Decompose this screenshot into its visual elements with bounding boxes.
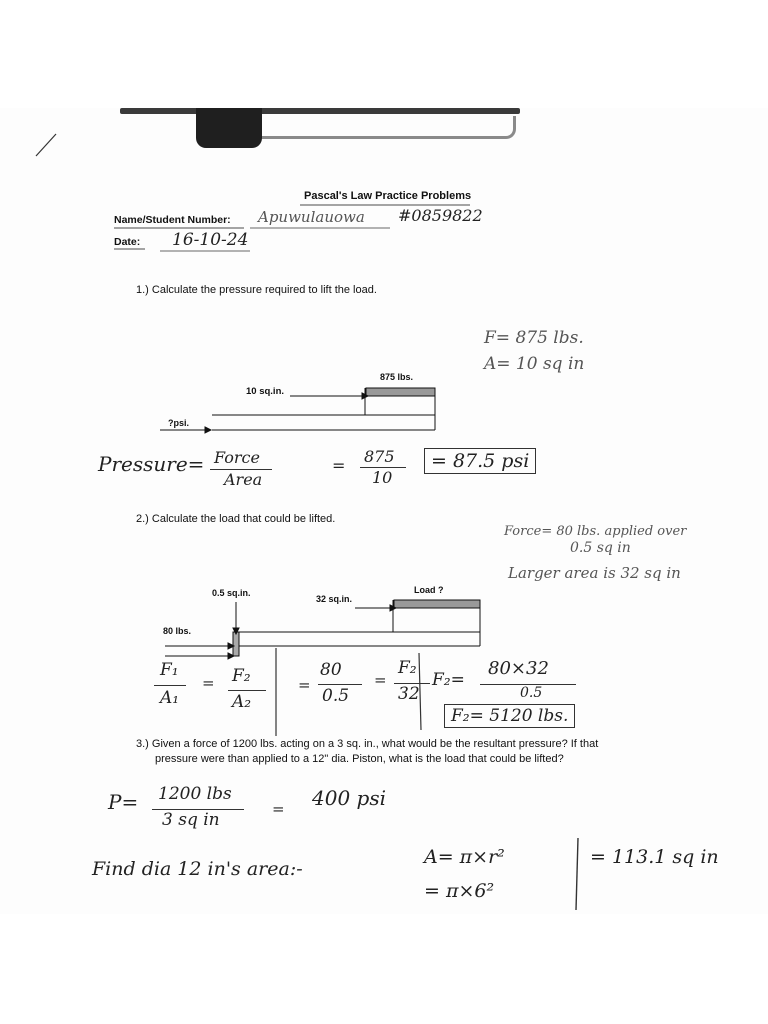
pen-mark xyxy=(36,134,56,156)
problem3-p-label: P= xyxy=(108,790,139,814)
problem2-given-force: Force= 80 lbs. applied over xyxy=(504,524,687,539)
problem2-eq2: = xyxy=(298,676,311,694)
worksheet-page xyxy=(0,108,768,914)
problem2-calc-denominator: 0.5 xyxy=(520,685,543,701)
problem1-area-label: 10 sq.in. xyxy=(246,386,285,397)
problem2-given-larger: Larger area is 32 sq in xyxy=(508,564,681,582)
problem2-n80: 80 xyxy=(320,660,342,680)
problem1-calc-denominator: 10 xyxy=(372,468,393,487)
name-label: Name/Student Number: xyxy=(114,214,231,226)
problem2-load-label: Load ? xyxy=(414,585,444,595)
problem2-eq3: = xyxy=(374,671,387,689)
problem2-eq1: = xyxy=(202,674,215,692)
problem1-formula-numerator: Force xyxy=(214,448,260,467)
date-value: 16-10-24 xyxy=(172,230,249,250)
date-label: Date: xyxy=(114,236,141,248)
page-title: Pascal's Law Practice Problems xyxy=(304,190,472,202)
problem3-p-denominator: 3 sq in xyxy=(162,810,220,830)
problem2-input-label: 80 lbs. xyxy=(163,626,192,636)
student-number: #0859822 xyxy=(398,206,483,225)
problem3-question-line2: pressure were than applied to a 12" dia. Piston, what is the load that could be lifted? xyxy=(155,753,564,765)
problem3-area-formula: A= π×r² xyxy=(424,846,505,868)
problem3-find-text: Find dia 12 in's area:- xyxy=(92,858,303,880)
problem1-pressure-word: Pressure= xyxy=(98,452,205,476)
problem1-load-label: 875 lbs. xyxy=(380,372,414,382)
problem3-p-result: 400 psi xyxy=(312,786,386,810)
problem2-n05: 0.5 xyxy=(322,686,350,706)
problem2-n32: 32 xyxy=(398,684,420,704)
problem2-f1: F₁ xyxy=(160,660,179,680)
problem1-equals: = xyxy=(332,456,346,475)
problem2-large-area: 32 sq.in. xyxy=(316,594,353,604)
problem2-question: 2.) Calculate the load that could be lifted. xyxy=(136,513,336,525)
problem1-diagram xyxy=(160,388,435,433)
problem3-p-equals: = xyxy=(272,800,285,818)
problem2-f2: F₂ xyxy=(232,666,251,686)
problem2-a2: A₂ xyxy=(232,692,252,712)
problem1-calc-numerator: 875 xyxy=(364,447,395,466)
problem3-p-numerator: 1200 lbs xyxy=(158,784,232,804)
problem2-small-area: 0.5 sq.in. xyxy=(212,588,251,598)
problem2-f2-equals: F₂= xyxy=(432,670,465,690)
problem1-input-label: ?psi. xyxy=(168,418,190,428)
problem3-area-step: = π×6² xyxy=(424,880,495,902)
problem1-answer: = 87.5 psi xyxy=(424,448,536,474)
problem1-formula-denominator: Area xyxy=(224,470,263,489)
problem2-given-area: 0.5 sq in xyxy=(570,540,631,556)
problem2-diagram xyxy=(165,600,480,659)
problem1-given-force: F= 875 lbs. xyxy=(484,328,584,348)
problem2-calc-numerator: 80×32 xyxy=(488,658,549,679)
problem1-given-area: A= 10 sq in xyxy=(484,354,585,374)
name-value: Apuwulauowa xyxy=(258,208,365,226)
problem3-question-line1: 3.) Given a force of 1200 lbs. acting on a 3 sq. in., what would be the resultant pressure? If that xyxy=(136,738,599,750)
problem3-area-result: = 113.1 sq in xyxy=(590,846,719,868)
problem2-f2b: F₂ xyxy=(398,658,417,678)
problem2-answer: F₂= 5120 lbs. xyxy=(444,704,575,728)
problem2-a1: A₁ xyxy=(160,688,180,708)
problem1-question: 1.) Calculate the pressure required to lift the load. xyxy=(136,284,377,296)
